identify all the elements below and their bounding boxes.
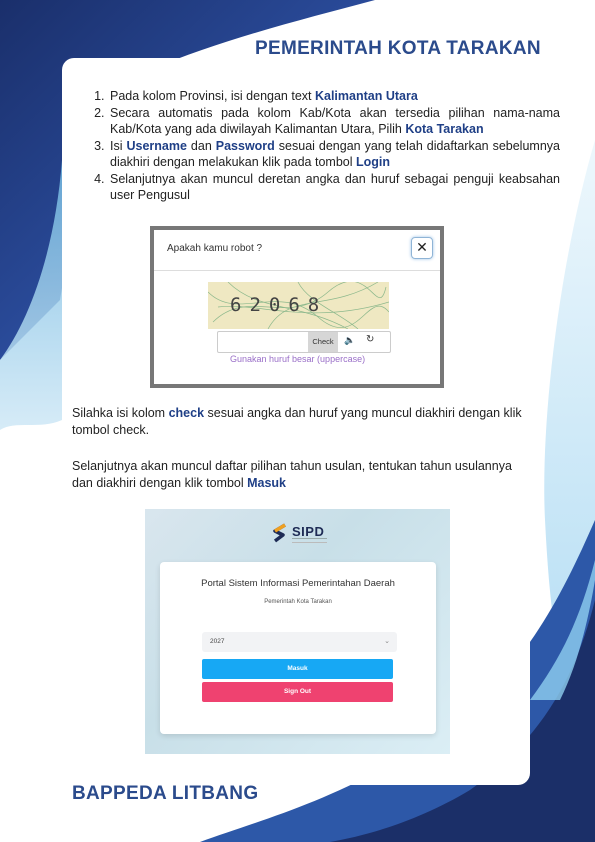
para-text: sesuai angka dan huruf yang muncul diakhiri dengan klik tombol check.: [72, 406, 522, 437]
captcha-title: Apakah kamu robot ?: [167, 243, 263, 254]
step-keyword: Kota Tarakan: [405, 122, 484, 136]
list-item: [108, 88, 560, 105]
page-title: PEMERINTAH KOTA TARAKAN: [255, 38, 541, 59]
year-value: 2027: [210, 638, 225, 645]
sipd-logo-tagline: [292, 538, 327, 543]
para-text: Silahka isi kolom: [72, 406, 169, 420]
captcha-input-row: [217, 331, 391, 353]
step-keyword: Password: [215, 138, 275, 153]
check-instruction: [72, 405, 524, 439]
footer-title: BAPPEDA LITBANG: [72, 783, 259, 804]
step-keyword: Username: [126, 138, 187, 153]
list-item: [108, 171, 560, 204]
captcha-modal: [154, 230, 440, 384]
check-button[interactable]: Check: [308, 332, 338, 352]
sipd-logo-text: SIPD: [292, 524, 325, 539]
sipd-logo-icon: [271, 523, 289, 545]
captcha-header: [154, 230, 440, 271]
step-text: dan: [186, 138, 216, 153]
captcha-code: 62068: [230, 294, 328, 316]
para-text: Selanjutnya akan muncul daftar pilihan tahun usulan, tentukan tahun usulannya dan diakhiri dengan klik tombol: [72, 459, 512, 490]
sipd-title: Portal Sistem Informasi Pemerintahan Daerah: [201, 578, 395, 589]
step-text: Pada kolom Provinsi, isi dengan text: [110, 89, 315, 103]
list-item: [108, 138, 560, 171]
chevron-down-icon: ⌄: [384, 638, 390, 645]
step-keyword: Kalimantan Utara: [314, 89, 418, 103]
sipd-screenshot: [145, 509, 450, 754]
close-icon[interactable]: ✕: [411, 237, 433, 259]
speaker-icon[interactable]: 🔈: [344, 335, 356, 345]
step-text: Secara automatis pada kolom Kab/Kota akan tersedia pilihan nama-nama Kab/Kota yang ada diwilayah Kalimantan Utara, Pilih: [110, 105, 560, 136]
instruction-list: [72, 88, 560, 204]
masuk-button[interactable]: Masuk: [202, 659, 393, 679]
para-keyword: check: [168, 406, 205, 420]
captcha-image: [208, 282, 389, 329]
refresh-icon[interactable]: ↻: [366, 334, 375, 345]
para-keyword: Masuk: [247, 476, 287, 490]
step-text: Selanjutnya akan muncul deretan angka dan huruf sebagai penguji keabsahan user Pengusul: [110, 171, 560, 202]
sign-out-button[interactable]: Sign Out: [202, 682, 393, 702]
sipd-subtitle: Pemerintah Kota Tarakan: [264, 599, 332, 605]
year-instruction: [72, 458, 524, 492]
step-text: sesuai dengan yang telah didaftarkan sebelumnya diakhiri dengan melakukan klik pada tombol: [110, 138, 560, 169]
sipd-login-card: [160, 562, 436, 734]
captcha-screenshot: [150, 226, 444, 388]
year-select[interactable]: [202, 632, 397, 652]
captcha-input[interactable]: [218, 332, 308, 352]
captcha-hint: Gunakan huruf besar (uppercase): [230, 354, 366, 364]
step-keyword: Login: [355, 155, 390, 169]
list-item: [108, 105, 560, 138]
step-text: Isi: [110, 138, 127, 153]
